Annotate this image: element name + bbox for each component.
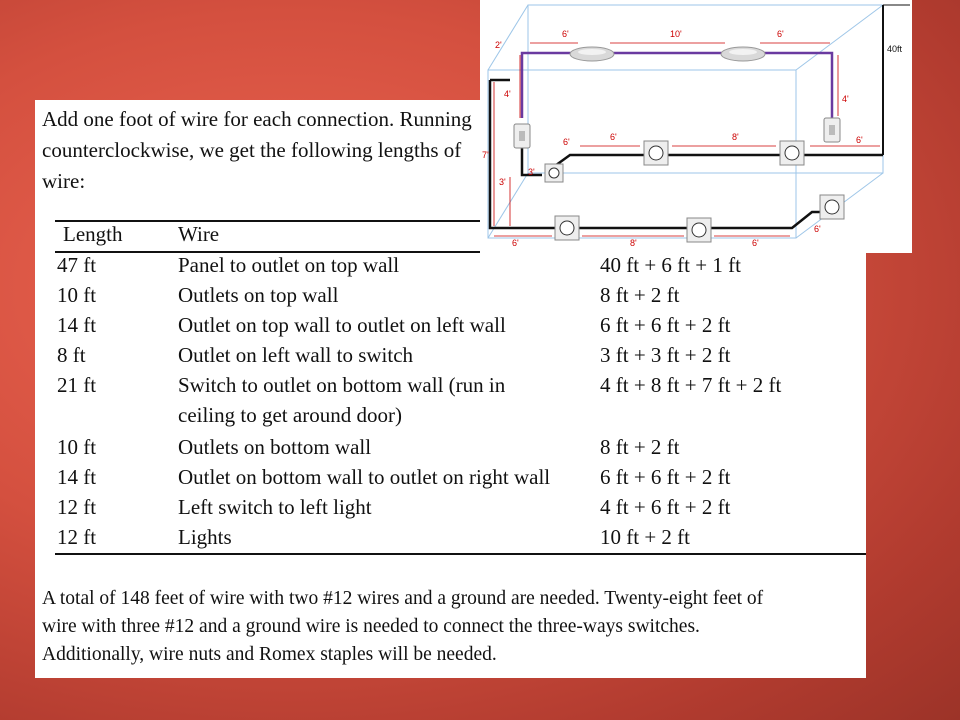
cell-calc: 3 ft + 3 ft + 2 ft <box>600 343 731 367</box>
dimension-label: 6' <box>856 135 863 145</box>
dimension-label: 3' <box>499 177 506 187</box>
cell-wire: Outlet on top wall to outlet on left wall <box>178 313 506 337</box>
cell-wire: Left switch to left light <box>178 495 372 519</box>
panel-label: 40ft <box>887 44 903 54</box>
cell-calc: 6 ft + 6 ft + 2 ft <box>600 313 731 337</box>
dimension-label: 7' <box>482 150 489 160</box>
summary-line: A total of 148 feet of wire with two #12 wires and a ground are needed. Twenty-eight feet of <box>42 588 764 609</box>
cell-calc: 4 ft + 6 ft + 2 ft <box>600 495 731 519</box>
cell-calc: 8 ft + 2 ft <box>600 435 680 459</box>
cell-length: 10 ft <box>57 435 97 459</box>
summary-paragraph <box>42 585 763 669</box>
cell-length: 12 ft <box>57 525 97 549</box>
table-row <box>35 313 866 343</box>
dimension-label: 6' <box>814 224 821 234</box>
table-row <box>35 465 866 495</box>
dimension-label: 6' <box>562 29 569 39</box>
cell-calc: 6 ft + 6 ft + 2 ft <box>600 465 731 489</box>
cell-calc: 8 ft + 2 ft <box>600 283 680 307</box>
table-row <box>35 373 866 403</box>
dimension-label: 6' <box>777 29 784 39</box>
dimension-label: 4' <box>842 94 849 104</box>
cell-wire: Outlets on bottom wall <box>178 435 372 459</box>
cell-wire: Outlet on left wall to switch <box>178 343 414 367</box>
dimension-label: 6' <box>610 132 617 142</box>
intro-line: wire: <box>42 169 86 193</box>
cell-length: 14 ft <box>57 465 97 489</box>
table-row <box>35 343 866 373</box>
table-row <box>35 435 866 465</box>
cell-length: 21 ft <box>57 373 97 397</box>
table-row <box>35 525 866 555</box>
outlet-icon <box>545 164 563 182</box>
table-bottom-rule <box>55 553 866 555</box>
dimension-label: 6' <box>563 137 570 147</box>
cell-length: 8 ft <box>57 343 86 367</box>
dimension-label: 8' <box>630 238 637 248</box>
dimension-label: 2' <box>495 40 502 50</box>
outlet-icon <box>820 195 844 219</box>
dimension-label: 4' <box>504 89 511 99</box>
cell-wire: Outlets on top wall <box>178 283 339 307</box>
outlet-icon <box>555 216 579 240</box>
cell-wire: Outlet on bottom wall to outlet on right wall <box>178 465 551 489</box>
cell-calc: 40 ft + 6 ft + 1 ft <box>600 253 741 277</box>
ceiling-light-icon <box>721 47 765 61</box>
ceiling-light-icon <box>570 47 614 61</box>
table-row <box>35 283 866 313</box>
table-row <box>35 495 866 525</box>
header-length: Length <box>63 222 123 246</box>
dimension-label: 6' <box>752 238 759 248</box>
dimension-label: 8' <box>732 132 739 142</box>
switch-icon <box>824 118 840 142</box>
cell-length: 47 ft <box>57 253 97 277</box>
cell-wire: Switch to outlet on bottom wall (run in <box>178 373 506 397</box>
room-wiring-diagram <box>480 0 912 253</box>
switch-icon <box>514 124 530 148</box>
ceiling-wiring <box>522 53 832 118</box>
cell-wire-continued: ceiling to get around door) <box>178 403 402 427</box>
cell-calc: 10 ft + 2 ft <box>600 525 690 549</box>
summary-line: Additionally, wire nuts and Romex staples will be needed. <box>42 644 497 665</box>
cell-wire: Panel to outlet on top wall <box>178 253 400 277</box>
dimension-label: 3' <box>528 167 535 177</box>
outlet-icon <box>644 141 668 165</box>
dimension-label: 6' <box>512 238 519 248</box>
intro-paragraph <box>42 104 482 197</box>
intro-line: Add one foot of wire for each connection. Running <box>42 107 472 131</box>
cell-length: 14 ft <box>57 313 97 337</box>
outlet-icon <box>780 141 804 165</box>
table-row-continuation <box>35 403 866 433</box>
header-wire: Wire <box>178 222 220 246</box>
cell-length: 12 ft <box>57 495 97 519</box>
table-row <box>35 253 866 283</box>
dimension-label: 10' <box>670 29 682 39</box>
summary-line: wire with three #12 and a ground wire is needed to connect the three-ways switches. <box>42 616 700 637</box>
cell-wire: Lights <box>178 525 232 549</box>
outlet-icon <box>687 218 711 242</box>
cell-calc: 4 ft + 8 ft + 7 ft + 2 ft <box>600 373 782 397</box>
diagram-svg <box>480 0 912 253</box>
intro-line: counterclockwise, we get the following lengths of <box>42 138 462 162</box>
cell-length: 10 ft <box>57 283 97 307</box>
